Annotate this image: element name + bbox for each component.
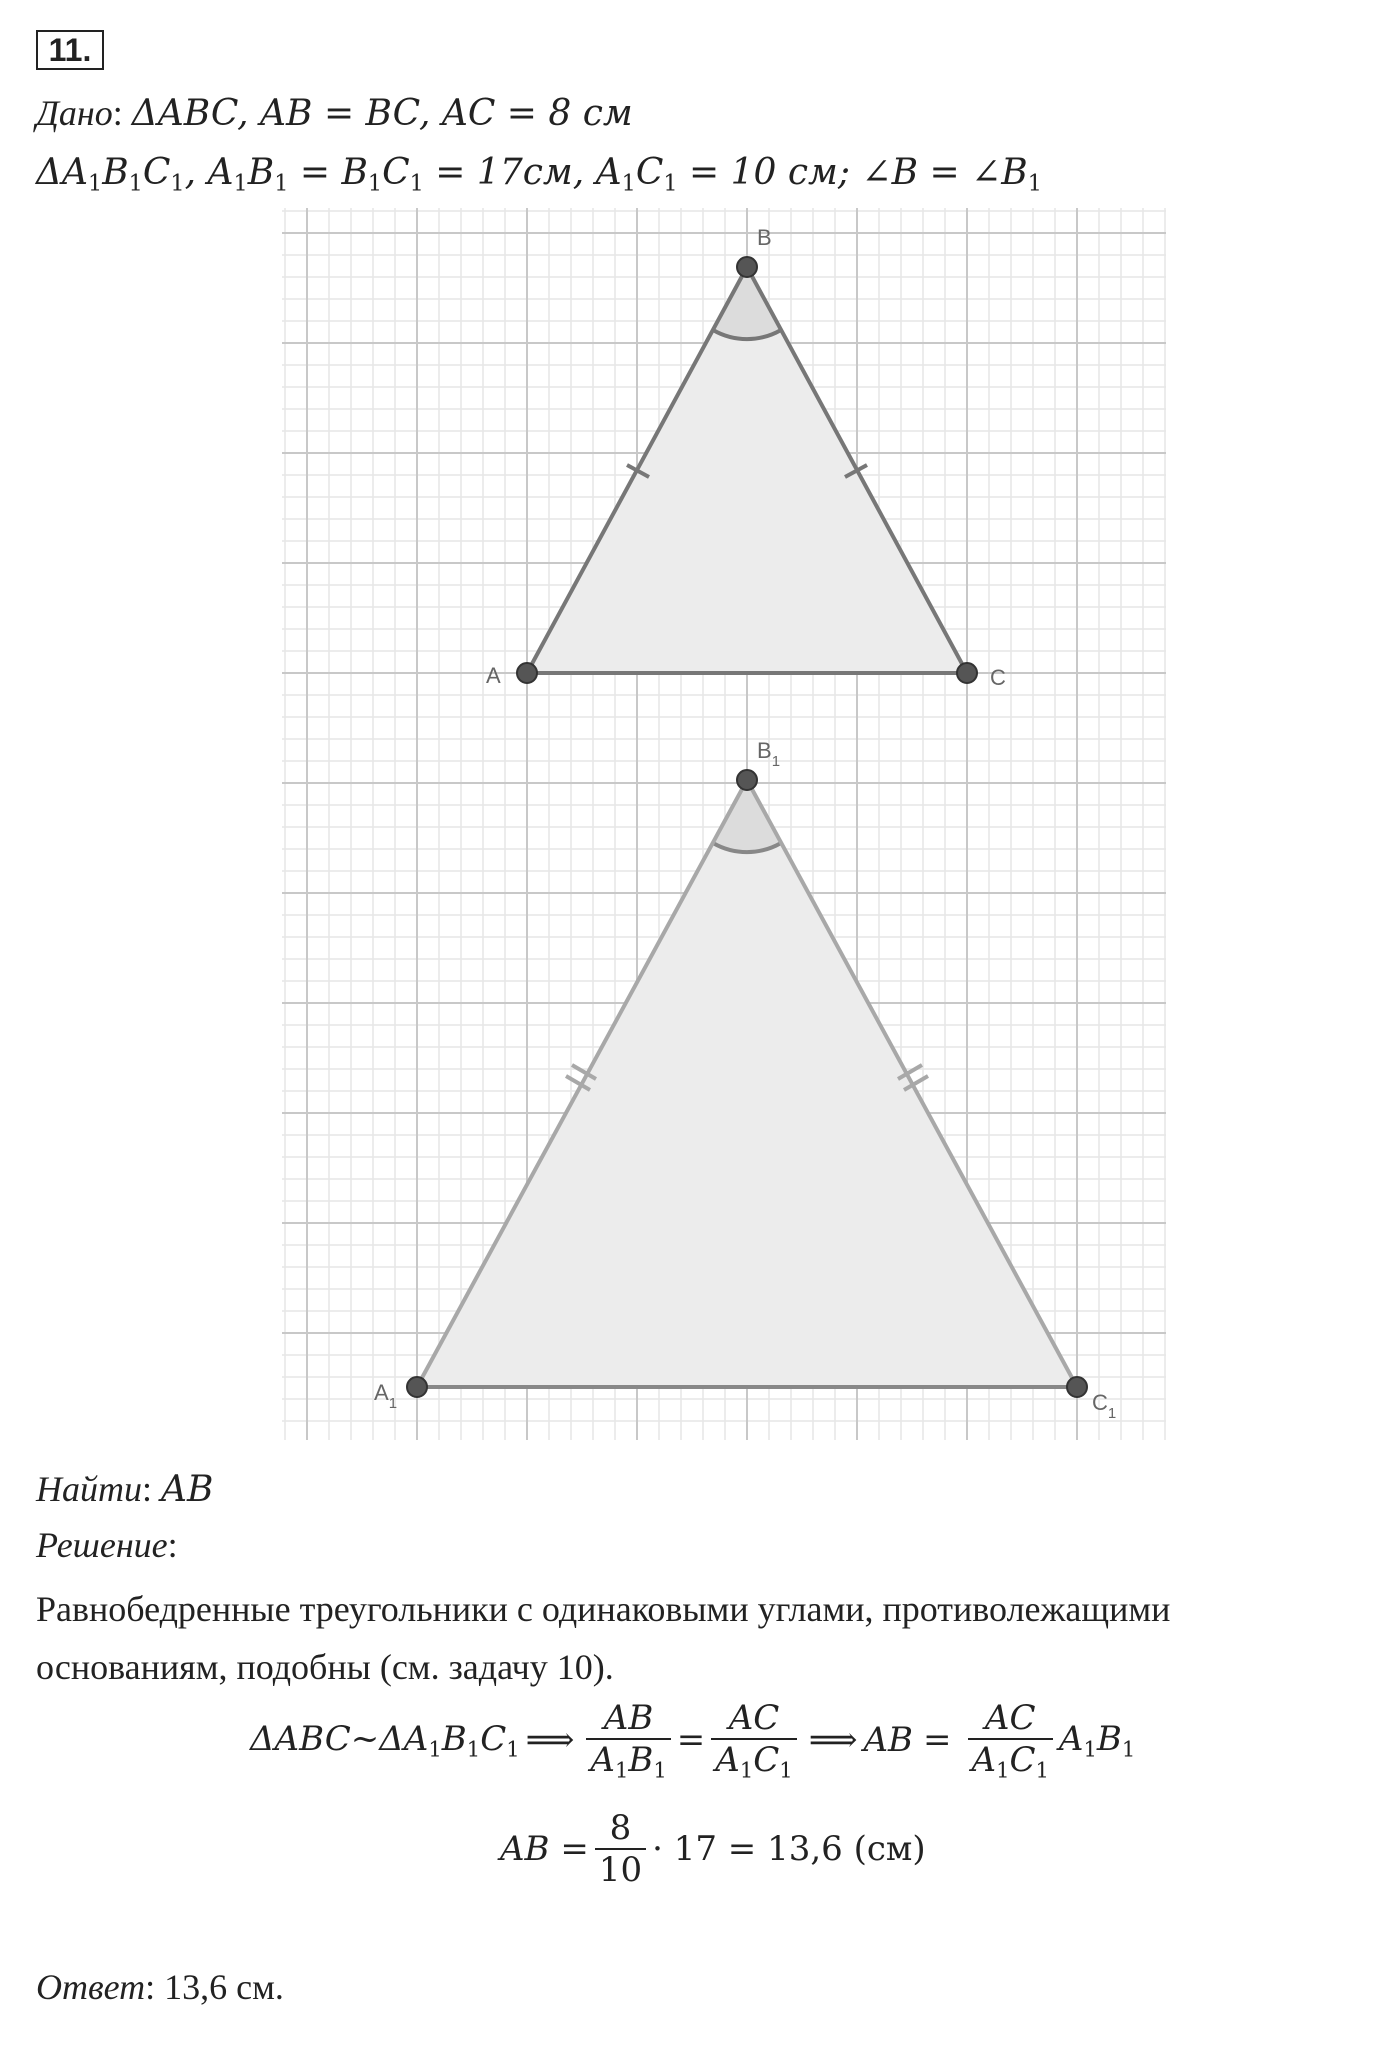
find-line: Найти: AB bbox=[36, 1469, 214, 1510]
find-value: AB bbox=[161, 1469, 214, 1510]
formula-similarity: $\Delta ABC\sim\Delta A_1B_1C_1$ ⟹ $\frac{AB}{A_1B_1}$ = $\frac{AC}{A_1C_1}$ ⟹ AB = $\frac{AC}{A_1C_1}$ $A_1B_1$ bbox=[250, 1698, 1136, 1783]
label-a: A bbox=[486, 663, 501, 688]
point-a bbox=[517, 663, 537, 683]
answer-label: Ответ bbox=[36, 1967, 146, 2007]
label-b: B bbox=[757, 225, 772, 250]
point-b1 bbox=[737, 770, 757, 790]
solution-text: Равнобедренные треугольники с одинаковыми углами, противолежащими основаниям, подобны (см. задачу 10). bbox=[36, 1589, 1171, 1687]
formula-result: AB = $\frac{8}{10}$ · 17 = 13,6 (см) bbox=[500, 1808, 926, 1890]
find-label: Найти bbox=[36, 1469, 142, 1509]
point-c bbox=[957, 663, 977, 683]
fraction-ab-a1b1: $\frac{AB}{A_1B_1}$ bbox=[586, 1698, 670, 1782]
given-abc: ΔABC, AB = BC, AC = 8 см bbox=[131, 93, 633, 134]
point-a1 bbox=[407, 1377, 427, 1397]
solution-heading: Решение: bbox=[36, 1525, 178, 1565]
problem-number: 11. bbox=[36, 30, 104, 70]
label-c1: $C_1$ bbox=[1092, 1390, 1117, 1422]
given-line-2: $\Delta A_1B_1C_1$, $A_1B_1 = B_1C_1 = 17см$, $A_1C_1 = 10$ см; ∠B = $\angle B_1$ bbox=[36, 152, 1042, 197]
answer-value: : 13,6 см. bbox=[145, 1967, 284, 2007]
point-b bbox=[737, 257, 757, 277]
fraction-8-10: $\frac{8}{10}$ bbox=[595, 1808, 646, 1890]
given-line-1: Дано: ΔABC, AB = BC, AC = 8 см bbox=[36, 93, 633, 134]
label-b1: $B_1$ bbox=[757, 738, 781, 770]
triangles-figure bbox=[270, 205, 1170, 1455]
fraction-ac-a1c1: $\frac{AC}{A_1C_1}$ bbox=[711, 1698, 796, 1782]
answer-line bbox=[36, 1966, 284, 2008]
label-c: C bbox=[990, 665, 1006, 690]
point-c1 bbox=[1067, 1377, 1087, 1397]
label-a1: $A_1$ bbox=[374, 1380, 398, 1412]
fraction-ac-a1c1-2: $\frac{AC}{A_1C_1}$ bbox=[968, 1698, 1053, 1782]
given-label: Дано bbox=[36, 93, 113, 133]
